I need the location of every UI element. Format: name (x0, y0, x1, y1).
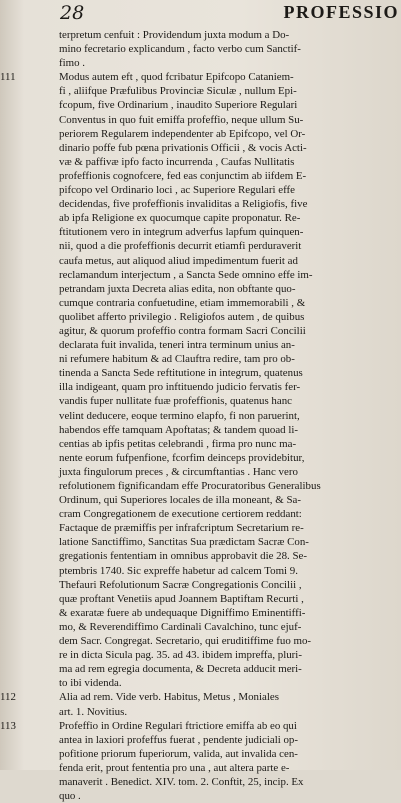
line-text: gregationis fententiam in omnibus approbavit die 28. Se- (59, 550, 308, 563)
body-text (0, 28, 401, 803)
line-text: habendos effe tamquam Apoftatas; & tandem quoad li- (59, 423, 299, 436)
line-text: art. 1. Novitius. (59, 705, 128, 718)
line-text: fi , aliifque Præfulibus Provinciæ Siculæ , nullum Epi- (59, 85, 297, 98)
text-line (30, 239, 401, 253)
line-text: ni refumere habitum & ad Clauftra redire, tam pro ob- (59, 353, 295, 366)
text-line (30, 747, 401, 761)
line-text: caufa metus, aut aliquod aliud impedimentum fuerit ad (59, 254, 298, 267)
line-text: quo . (59, 790, 81, 803)
paragraph-number: 111 (0, 71, 16, 84)
text-line (30, 113, 401, 127)
line-text: to ibi videnda. (59, 677, 122, 690)
line-text: Alia ad rem. Vide verb. Habitus, Metus , Moniales (59, 691, 279, 704)
text-line (30, 648, 401, 662)
text-line (30, 211, 401, 225)
line-text: quæ proftant Venetiis apud Joannem Baptiftam Recurti , (59, 592, 304, 605)
text-line (30, 324, 401, 338)
line-text: ma ad rem egregia documenta, & Decreta adducit meri- (59, 663, 302, 676)
line-text: profeffionis cognofcere, fed eas conjunctim ab iifdem E- (59, 169, 307, 182)
line-text: mo, & Reverendiffimo Cardinali Cavalchino, tunc ejuf- (59, 620, 302, 633)
line-text: & exaratæ fuere ab undequaque Digniffimo Eminentiffi- (59, 606, 306, 619)
text-line (30, 437, 401, 451)
page-header (0, 2, 401, 26)
line-text: Modus autem eft , quod fcribatur Epifcopo Cataniem- (59, 71, 294, 84)
line-text: cumque contraria confuetudine, etiam immemorabili , & (59, 296, 306, 309)
text-line (30, 268, 401, 282)
text-line (30, 761, 401, 775)
page-number: 28 (60, 2, 85, 24)
line-text: tinenda a Sancta Sede reftitutione in integrum, quatenus (59, 367, 303, 380)
text-line (30, 705, 401, 719)
line-text: ftitutionem vero in integrum adverfus lapfum quinquen- (59, 226, 304, 239)
line-text: ptembris 1740. Sic expreffe habetur ad calcem Tomi 9. (59, 564, 298, 577)
line-text: juxta fingulorum preces , & circumftantias . Hanc vero (59, 465, 298, 478)
line-text: latione Sanctiffimo, Sanctitas Sua prædictam Sacræ Con- (59, 536, 309, 549)
line-text: refolutionem fignificandam effe Procuratoribus Generalibus (59, 480, 321, 492)
line-text: antea in laxiori profeffus fuerat , pendente judiciali op- (59, 733, 298, 746)
line-text: cram Congregationem de executione certiorem reddant: (59, 508, 302, 521)
line-text: Profeffio in Ordine Regulari ftrictiore emiffa ab eo qui (59, 719, 297, 732)
text-line (30, 282, 401, 296)
line-text: fenda erit, prout fententia pro una , aut altera parte e- (59, 761, 290, 774)
text-line (30, 789, 401, 803)
text-line (30, 634, 401, 648)
text-line (30, 507, 401, 521)
line-text: reclamandum interjectum , a Sancta Sede omnino effe im- (59, 268, 313, 281)
line-text: nente eorum fufpenfione, fcorfim deinceps providebitur, (59, 451, 305, 464)
line-text: terpretum cenfuit : Providendum juxta modum a Do- (59, 29, 290, 41)
text-line (0, 690, 401, 704)
line-text: fcopum, five Ordinarium , inaudito Superiore Regulari (59, 99, 298, 112)
text-line (30, 775, 401, 789)
line-text: declarata fuit invalida, teneri intra terminum unius an- (59, 339, 295, 352)
text-line (30, 42, 401, 56)
line-text: ab ipfa Religione ex quocumque capite proponatur. Re- (59, 212, 301, 225)
text-line (30, 155, 401, 169)
text-line (30, 296, 401, 310)
line-text: re in dicta Sicula pag. 35. ad 43. ibidem impreffa, pluri- (59, 649, 302, 662)
text-line (30, 479, 401, 493)
text-line (30, 366, 401, 380)
text-line (30, 549, 401, 563)
line-text: fimo . (59, 57, 86, 70)
line-text: mino fecretario explicandum , facto verbo cum Sanctif- (59, 43, 301, 56)
line-text: quolibet afferto privilegio . Religiofos autem , de quibus (59, 310, 305, 323)
line-text: dem Sacr. Congregat. Secretario, qui eruditiffime fuo mo- (59, 635, 312, 648)
running-head: PROFESSIO (283, 2, 399, 22)
text-line (30, 310, 401, 324)
line-text: Factaque de præmiffis per infrafcriptum Secretarium re- (59, 522, 304, 535)
text-line (30, 183, 401, 197)
text-line (30, 733, 401, 747)
text-line (30, 28, 401, 42)
text-line (30, 225, 401, 239)
text-line (30, 451, 401, 465)
line-text: vandis fuper nullitate fuæ profeffionis, quatenus hanc (59, 395, 292, 408)
line-text: Ordinum, qui Superiores locales de illa moneant, & Sa- (59, 494, 301, 507)
text-line (30, 197, 401, 211)
line-text: Thefauri Refolutionum Sacræ Congregationis Concilii , (59, 578, 302, 591)
text-line (30, 606, 401, 620)
text-line (30, 578, 401, 592)
text-line (30, 620, 401, 634)
text-line (30, 676, 401, 690)
line-text: dinario poffe fub pœna privationis Officii , & vocis Acti- (59, 141, 307, 154)
paragraph-number: 113 (0, 719, 16, 732)
line-text: periorem Regularem independenter ab Epifcopo, vel Or- (59, 127, 306, 140)
line-text: agitur, & quorum profeffio contra formam Sacri Concilii (59, 324, 306, 337)
text-line (30, 352, 401, 366)
text-line (30, 394, 401, 408)
text-line (30, 56, 401, 70)
line-text: manaverit . Benedict. XIV. tom. 2. Conftit, 25, incip. Ex (59, 775, 304, 788)
line-text: pofitione priorum fuperiorum, valida, aut invalida cen- (59, 747, 298, 760)
text-line (30, 84, 401, 98)
paragraph-number: 112 (0, 691, 16, 704)
text-line (30, 564, 401, 578)
text-line (30, 254, 401, 268)
line-text: petrandam juxta Decreta alias edita, non obftante quo- (59, 282, 296, 295)
text-line (0, 719, 401, 733)
text-line (30, 169, 401, 183)
line-text: væ & paffivæ ipfo facto incurrenda , Caufas Nullitatis (59, 155, 295, 168)
line-text: decidendas, five profeffionis invaliditas a Religiofis, five (59, 198, 308, 211)
line-text: velint deducere, eoque termino elapfo, fi non paruerint, (59, 409, 300, 422)
text-line (30, 338, 401, 352)
text-line (30, 423, 401, 437)
text-line (30, 127, 401, 141)
text-line (0, 70, 401, 84)
text-line (30, 465, 401, 479)
line-text: Conventus in quo fuit emiffa profeffio, neque ullum Su- (59, 113, 304, 126)
text-line (30, 380, 401, 394)
text-line (30, 493, 401, 507)
text-line (30, 409, 401, 423)
line-text: illa indigeant, quam pro inftituendo judicio fervatis fer- (59, 381, 301, 394)
text-line (30, 662, 401, 676)
line-text: pifcopo vel Ordinario loci , ac Superiore Regulari effe (59, 184, 295, 197)
text-line (30, 535, 401, 549)
text-line (30, 141, 401, 155)
text-line (30, 521, 401, 535)
text-line (30, 592, 401, 606)
text-line (30, 98, 401, 112)
line-text: nii, quod a die profeffionis decurrit etiamfi perduraverit (59, 240, 302, 253)
line-text: centias ab ipfis petitas celebrandi , firma pro nunc ma- (59, 437, 297, 450)
